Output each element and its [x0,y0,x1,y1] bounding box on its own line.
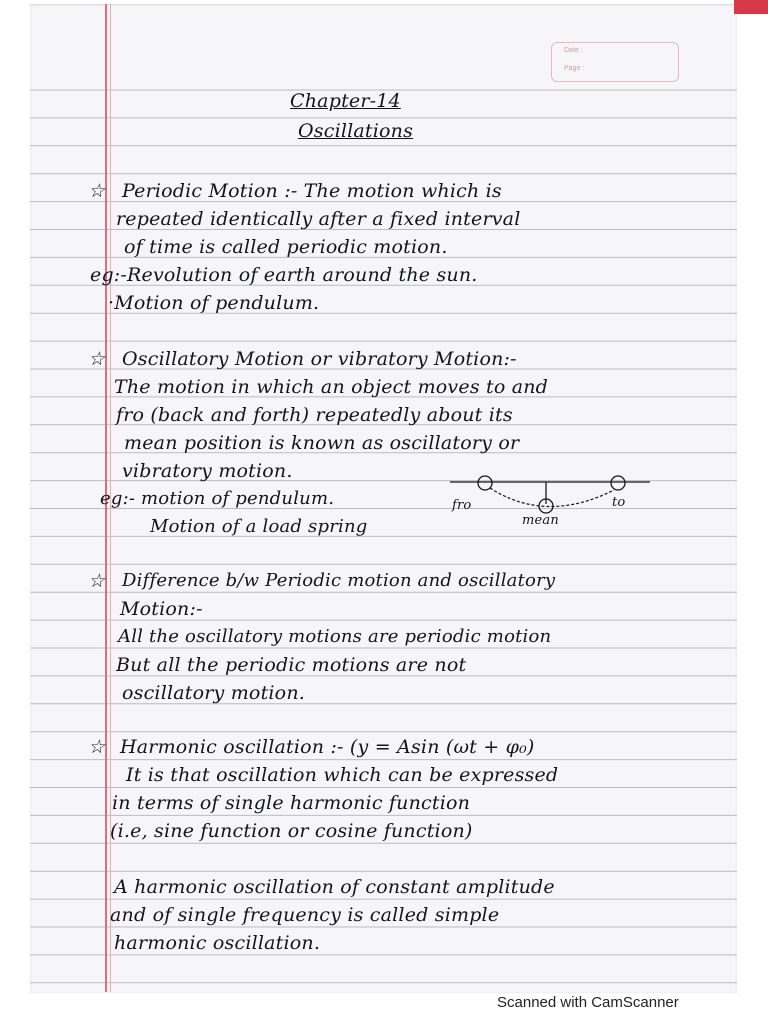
date-label: Date : [564,47,583,54]
difference-line-4: But all the periodic motions are not [116,654,467,676]
periodic-example-1: eg:-Revolution of earth around the sun. [90,264,478,286]
diagram-label-mean: mean [522,513,559,528]
diagram-label-fro: fro [452,498,472,513]
oscillatory-example-1: eg:- motion of pendulum. [100,488,335,509]
chapter-title: Chapter-14 [290,90,401,112]
harmonic-line-4: (i.e, sine function or cosine function) [110,820,473,842]
harmonic-line-2: It is that oscillation which can be expressed [126,764,559,786]
oscillatory-line-1: Oscillatory Motion or vibratory Motion:- [122,348,517,370]
periodic-line-3: of time is called periodic motion. [124,236,448,258]
periodic-line-1: Periodic Motion :- The motion which is [122,180,502,202]
date-page-box [551,42,679,82]
diagram-label-to: to [612,495,626,510]
periodic-example-2: ·Motion of pendulum. [108,292,320,314]
page-label: Page : [564,65,585,72]
oscillatory-example-2: Motion of a load spring [150,516,368,537]
shm-line-2: and of single frequency is called simple [110,904,500,926]
difference-line-2: Motion:- [120,598,203,620]
topic-title: Oscillations [298,120,414,142]
shm-line-1: A harmonic oscillation of constant amplitude [114,876,555,898]
difference-line-5: oscillatory motion. [122,682,306,704]
difference-line-3: All the oscillatory motions are periodic motion [118,626,552,647]
harmonic-line-3: in terms of single harmonic function [112,792,471,814]
star-bullet-1: ☆ [88,180,106,202]
star-bullet-4: ☆ [88,736,106,758]
star-bullet-2: ☆ [88,348,106,370]
oscillatory-line-5: vibratory motion. [122,460,293,482]
binder-corner [734,0,768,14]
difference-line-1: Difference b/w Periodic motion and oscillatory [122,570,556,591]
oscillatory-line-2: The motion in which an object moves to and [114,376,549,398]
star-bullet-3: ☆ [88,570,106,592]
oscillatory-line-4: mean position is known as oscillatory or [124,432,520,454]
harmonic-line-1: Harmonic oscillation :- (y = Asin (ωt + φ₀) [120,736,535,758]
shm-line-3: harmonic oscillation. [114,932,321,954]
camscanner-footer: Scanned with CamScanner [497,994,679,1011]
periodic-line-2: repeated identically after a fixed interval [116,208,521,230]
oscillatory-line-3: fro (back and forth) repeatedly about its [116,404,513,426]
